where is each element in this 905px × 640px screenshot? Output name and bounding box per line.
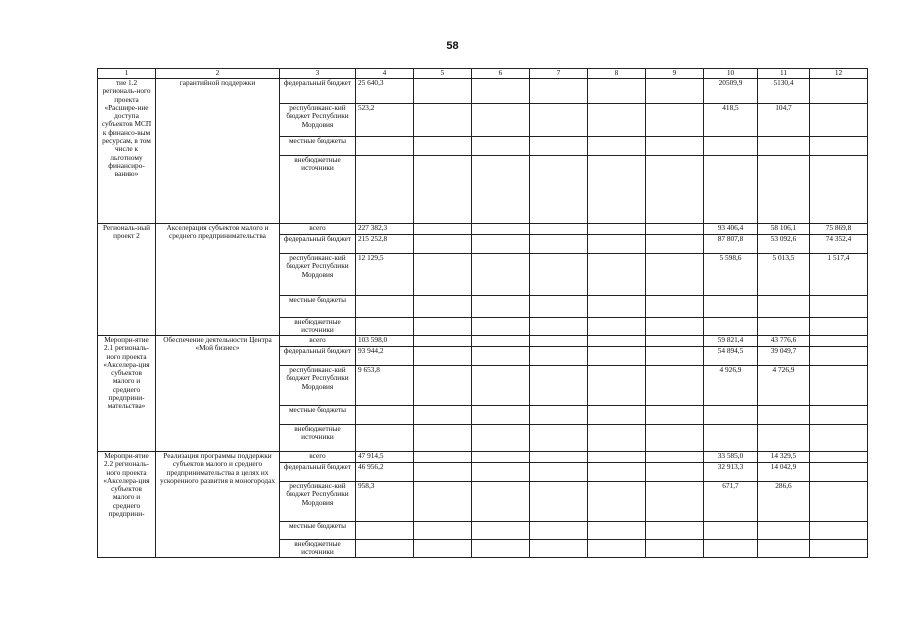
empty-cell xyxy=(530,425,588,452)
empty-cell xyxy=(646,522,704,540)
value-cell-col12 xyxy=(810,104,868,137)
empty-cell xyxy=(646,406,704,425)
empty-cell xyxy=(472,79,530,104)
column-number: 4 xyxy=(356,69,414,79)
empty-cell xyxy=(414,156,472,224)
funding-source-cell: внебюджетные источники xyxy=(280,425,356,452)
value-cell-col12 xyxy=(810,156,868,224)
empty-cell xyxy=(472,137,530,156)
value-cell-col12 xyxy=(810,336,868,347)
empty-cell xyxy=(646,452,704,463)
column-number: 9 xyxy=(646,69,704,79)
empty-cell xyxy=(588,452,646,463)
column-number: 1 xyxy=(98,69,156,79)
funding-source-cell: федеральный бюджет xyxy=(280,235,356,254)
empty-cell xyxy=(414,336,472,347)
value-cell-col10 xyxy=(704,318,758,336)
measure-name-cell: Реализация программы поддержки субъектов малого и среднего предпринимательства в целях их ускоренного развития в моногородах xyxy=(156,452,280,558)
measure-name-cell: Обеспечение деятельности Центра «Мой бизнес» xyxy=(156,336,280,452)
funding-source-cell: местные бюджеты xyxy=(280,406,356,425)
empty-cell xyxy=(646,463,704,482)
funding-source-cell: федеральный бюджет xyxy=(280,79,356,104)
empty-cell xyxy=(588,224,646,235)
value-cell-col4 xyxy=(356,156,414,224)
empty-cell xyxy=(414,366,472,406)
value-cell-col12 xyxy=(810,540,868,558)
event-name-cell: Региональ-ный проект 2 xyxy=(98,224,156,336)
table-row xyxy=(98,336,868,347)
empty-cell xyxy=(588,254,646,296)
value-cell-col10 xyxy=(704,425,758,452)
value-cell-col10: 33 585,0 xyxy=(704,452,758,463)
value-cell-col10 xyxy=(704,406,758,425)
empty-cell xyxy=(472,104,530,137)
empty-cell xyxy=(472,156,530,224)
empty-cell xyxy=(588,463,646,482)
value-cell-col11: 58 106,1 xyxy=(758,224,810,235)
column-number: 11 xyxy=(758,69,810,79)
empty-cell xyxy=(530,347,588,366)
budget-table xyxy=(97,68,868,558)
value-cell-col12 xyxy=(810,318,868,336)
funding-source-cell: всего xyxy=(280,336,356,347)
empty-cell xyxy=(588,235,646,254)
empty-cell xyxy=(530,318,588,336)
column-number: 10 xyxy=(704,69,758,79)
column-number: 7 xyxy=(530,69,588,79)
funding-source-cell: всего xyxy=(280,452,356,463)
value-cell-col4: 227 382,3 xyxy=(356,224,414,235)
value-cell-col11: 53 092,6 xyxy=(758,235,810,254)
value-cell-col11: 5 013,5 xyxy=(758,254,810,296)
empty-cell xyxy=(646,336,704,347)
empty-cell xyxy=(588,79,646,104)
measure-name-cell: Акселерация субъектов малого и среднего предпринимательства xyxy=(156,224,280,336)
value-cell-col10: 671,7 xyxy=(704,482,758,522)
empty-cell xyxy=(588,336,646,347)
empty-cell xyxy=(414,425,472,452)
value-cell-col4: 523,2 xyxy=(356,104,414,137)
column-number: 5 xyxy=(414,69,472,79)
empty-cell xyxy=(472,366,530,406)
empty-cell xyxy=(472,235,530,254)
empty-cell xyxy=(530,482,588,522)
column-number: 12 xyxy=(810,69,868,79)
funding-source-cell: местные бюджеты xyxy=(280,522,356,540)
value-cell-col12 xyxy=(810,137,868,156)
value-cell-col10: 5 598,6 xyxy=(704,254,758,296)
value-cell-col11: 104,7 xyxy=(758,104,810,137)
empty-cell xyxy=(472,463,530,482)
value-cell-col4 xyxy=(356,296,414,318)
value-cell-col10: 4 926,9 xyxy=(704,366,758,406)
value-cell-col10 xyxy=(704,522,758,540)
table-row xyxy=(98,79,868,104)
value-cell-col10: 20509,9 xyxy=(704,79,758,104)
empty-cell xyxy=(414,482,472,522)
value-cell-col11: 39 049,7 xyxy=(758,347,810,366)
empty-cell xyxy=(530,296,588,318)
value-cell-col10: 54 894,5 xyxy=(704,347,758,366)
value-cell-col4: 46 956,2 xyxy=(356,463,414,482)
empty-cell xyxy=(530,463,588,482)
event-name-cell: тие 1.2 региональ-ного проекта «Расшире-ние доступа субъектов МСП к финансо-вым ресурсам, в том числе к льготному финансиро-ванию» xyxy=(98,79,156,224)
empty-cell xyxy=(530,406,588,425)
column-number: 8 xyxy=(588,69,646,79)
empty-cell xyxy=(472,452,530,463)
funding-source-cell: внебюджетные источники xyxy=(280,156,356,224)
value-cell-col4: 47 914,5 xyxy=(356,452,414,463)
empty-cell xyxy=(646,482,704,522)
empty-cell xyxy=(414,452,472,463)
empty-cell xyxy=(414,104,472,137)
empty-cell xyxy=(588,482,646,522)
page-number: 58 xyxy=(446,40,459,52)
value-cell-col11 xyxy=(758,406,810,425)
value-cell-col11: 43 776,6 xyxy=(758,336,810,347)
empty-cell xyxy=(414,406,472,425)
empty-cell xyxy=(588,137,646,156)
value-cell-col11: 14 329,5 xyxy=(758,452,810,463)
empty-cell xyxy=(414,296,472,318)
empty-cell xyxy=(472,425,530,452)
empty-cell xyxy=(472,347,530,366)
empty-cell xyxy=(646,425,704,452)
empty-cell xyxy=(414,540,472,558)
funding-source-cell: республиканс-кий бюджет Республики Мордовия xyxy=(280,254,356,296)
value-cell-col11: 4 726,9 xyxy=(758,366,810,406)
empty-cell xyxy=(646,254,704,296)
funding-source-cell: республиканс-кий бюджет Республики Мордовия xyxy=(280,482,356,522)
value-cell-col4: 9 653,8 xyxy=(356,366,414,406)
empty-cell xyxy=(530,452,588,463)
value-cell-col10: 32 913,3 xyxy=(704,463,758,482)
header-row xyxy=(98,69,868,79)
value-cell-col12: 75 869,8 xyxy=(810,224,868,235)
empty-cell xyxy=(414,318,472,336)
empty-cell xyxy=(646,156,704,224)
event-name-cell: Меропри-ятие 2.1 региональ-ного проекта «Акселера-ция субъектов малого и среднего предприни-мательства» xyxy=(98,336,156,452)
funding-source-cell: внебюджетные источники xyxy=(280,318,356,336)
empty-cell xyxy=(588,296,646,318)
empty-cell xyxy=(646,235,704,254)
funding-source-cell: республиканс-кий бюджет Республики Мордовия xyxy=(280,104,356,137)
empty-cell xyxy=(472,522,530,540)
column-number: 2 xyxy=(156,69,280,79)
value-cell-col10 xyxy=(704,156,758,224)
empty-cell xyxy=(414,79,472,104)
empty-cell xyxy=(588,425,646,452)
value-cell-col11: 14 042,9 xyxy=(758,463,810,482)
empty-cell xyxy=(472,336,530,347)
value-cell-col10: 87 807,8 xyxy=(704,235,758,254)
value-cell-col10 xyxy=(704,137,758,156)
empty-cell xyxy=(530,156,588,224)
empty-cell xyxy=(646,318,704,336)
value-cell-col11: 5130,4 xyxy=(758,79,810,104)
value-cell-col12 xyxy=(810,347,868,366)
empty-cell xyxy=(530,336,588,347)
value-cell-col12 xyxy=(810,452,868,463)
value-cell-col4 xyxy=(356,137,414,156)
value-cell-col4 xyxy=(356,406,414,425)
value-cell-col12 xyxy=(810,425,868,452)
value-cell-col4 xyxy=(356,425,414,452)
value-cell-col4: 93 944,2 xyxy=(356,347,414,366)
value-cell-col10 xyxy=(704,296,758,318)
funding-source-cell: федеральный бюджет xyxy=(280,347,356,366)
empty-cell xyxy=(646,540,704,558)
funding-source-cell: внебюджетные источники xyxy=(280,540,356,558)
empty-cell xyxy=(530,522,588,540)
empty-cell xyxy=(588,104,646,137)
funding-source-cell: местные бюджеты xyxy=(280,137,356,156)
empty-cell xyxy=(530,224,588,235)
value-cell-col11 xyxy=(758,425,810,452)
empty-cell xyxy=(646,347,704,366)
empty-cell xyxy=(414,463,472,482)
empty-cell xyxy=(414,137,472,156)
value-cell-col11 xyxy=(758,137,810,156)
empty-cell xyxy=(530,540,588,558)
empty-cell xyxy=(646,366,704,406)
funding-source-cell: местные бюджеты xyxy=(280,296,356,318)
value-cell-col11 xyxy=(758,318,810,336)
value-cell-col12 xyxy=(810,522,868,540)
value-cell-col11: 286,6 xyxy=(758,482,810,522)
empty-cell xyxy=(588,522,646,540)
value-cell-col12 xyxy=(810,79,868,104)
table-row xyxy=(98,224,868,235)
measure-name-cell: гарантийной поддержки xyxy=(156,79,280,224)
empty-cell xyxy=(530,235,588,254)
column-number: 6 xyxy=(472,69,530,79)
empty-cell xyxy=(472,540,530,558)
value-cell-col12 xyxy=(810,406,868,425)
empty-cell xyxy=(530,79,588,104)
funding-source-cell: республиканс-кий бюджет Республики Мордовия xyxy=(280,366,356,406)
value-cell-col10: 59 821,4 xyxy=(704,336,758,347)
column-number: 3 xyxy=(280,69,356,79)
funding-source-cell: всего xyxy=(280,224,356,235)
value-cell-col12 xyxy=(810,482,868,522)
empty-cell xyxy=(472,296,530,318)
empty-cell xyxy=(472,318,530,336)
empty-cell xyxy=(588,540,646,558)
value-cell-col10 xyxy=(704,540,758,558)
value-cell-col10: 93 406,4 xyxy=(704,224,758,235)
value-cell-col11 xyxy=(758,540,810,558)
value-cell-col12 xyxy=(810,296,868,318)
empty-cell xyxy=(588,318,646,336)
value-cell-col12: 1 517,4 xyxy=(810,254,868,296)
value-cell-col11 xyxy=(758,296,810,318)
empty-cell xyxy=(472,482,530,522)
value-cell-col11 xyxy=(758,522,810,540)
value-cell-col4 xyxy=(356,540,414,558)
value-cell-col12: 74 352,4 xyxy=(810,235,868,254)
empty-cell xyxy=(530,104,588,137)
value-cell-col4 xyxy=(356,522,414,540)
empty-cell xyxy=(530,137,588,156)
value-cell-col10: 418,5 xyxy=(704,104,758,137)
value-cell-col11 xyxy=(758,156,810,224)
empty-cell xyxy=(646,296,704,318)
funding-source-cell: федеральный бюджет xyxy=(280,463,356,482)
empty-cell xyxy=(646,224,704,235)
empty-cell xyxy=(414,254,472,296)
empty-cell xyxy=(646,104,704,137)
value-cell-col4: 25 640,3 xyxy=(356,79,414,104)
empty-cell xyxy=(472,406,530,425)
table-row xyxy=(98,452,868,463)
empty-cell xyxy=(414,235,472,254)
value-cell-col4 xyxy=(356,318,414,336)
empty-cell xyxy=(472,224,530,235)
empty-cell xyxy=(646,137,704,156)
value-cell-col4: 103 598,0 xyxy=(356,336,414,347)
value-cell-col12 xyxy=(810,366,868,406)
empty-cell xyxy=(530,366,588,406)
empty-cell xyxy=(588,406,646,425)
empty-cell xyxy=(414,347,472,366)
event-name-cell: Меропри-ятие 2.2 региональ-ного проекта «Акселера-ция субъектов малого и среднего предприни- xyxy=(98,452,156,558)
empty-cell xyxy=(646,79,704,104)
empty-cell xyxy=(588,366,646,406)
empty-cell xyxy=(472,254,530,296)
value-cell-col4: 215 252,8 xyxy=(356,235,414,254)
empty-cell xyxy=(588,156,646,224)
value-cell-col12 xyxy=(810,463,868,482)
empty-cell xyxy=(588,347,646,366)
empty-cell xyxy=(530,254,588,296)
value-cell-col4: 12 129,5 xyxy=(356,254,414,296)
empty-cell xyxy=(414,522,472,540)
empty-cell xyxy=(414,224,472,235)
value-cell-col4: 958,3 xyxy=(356,482,414,522)
